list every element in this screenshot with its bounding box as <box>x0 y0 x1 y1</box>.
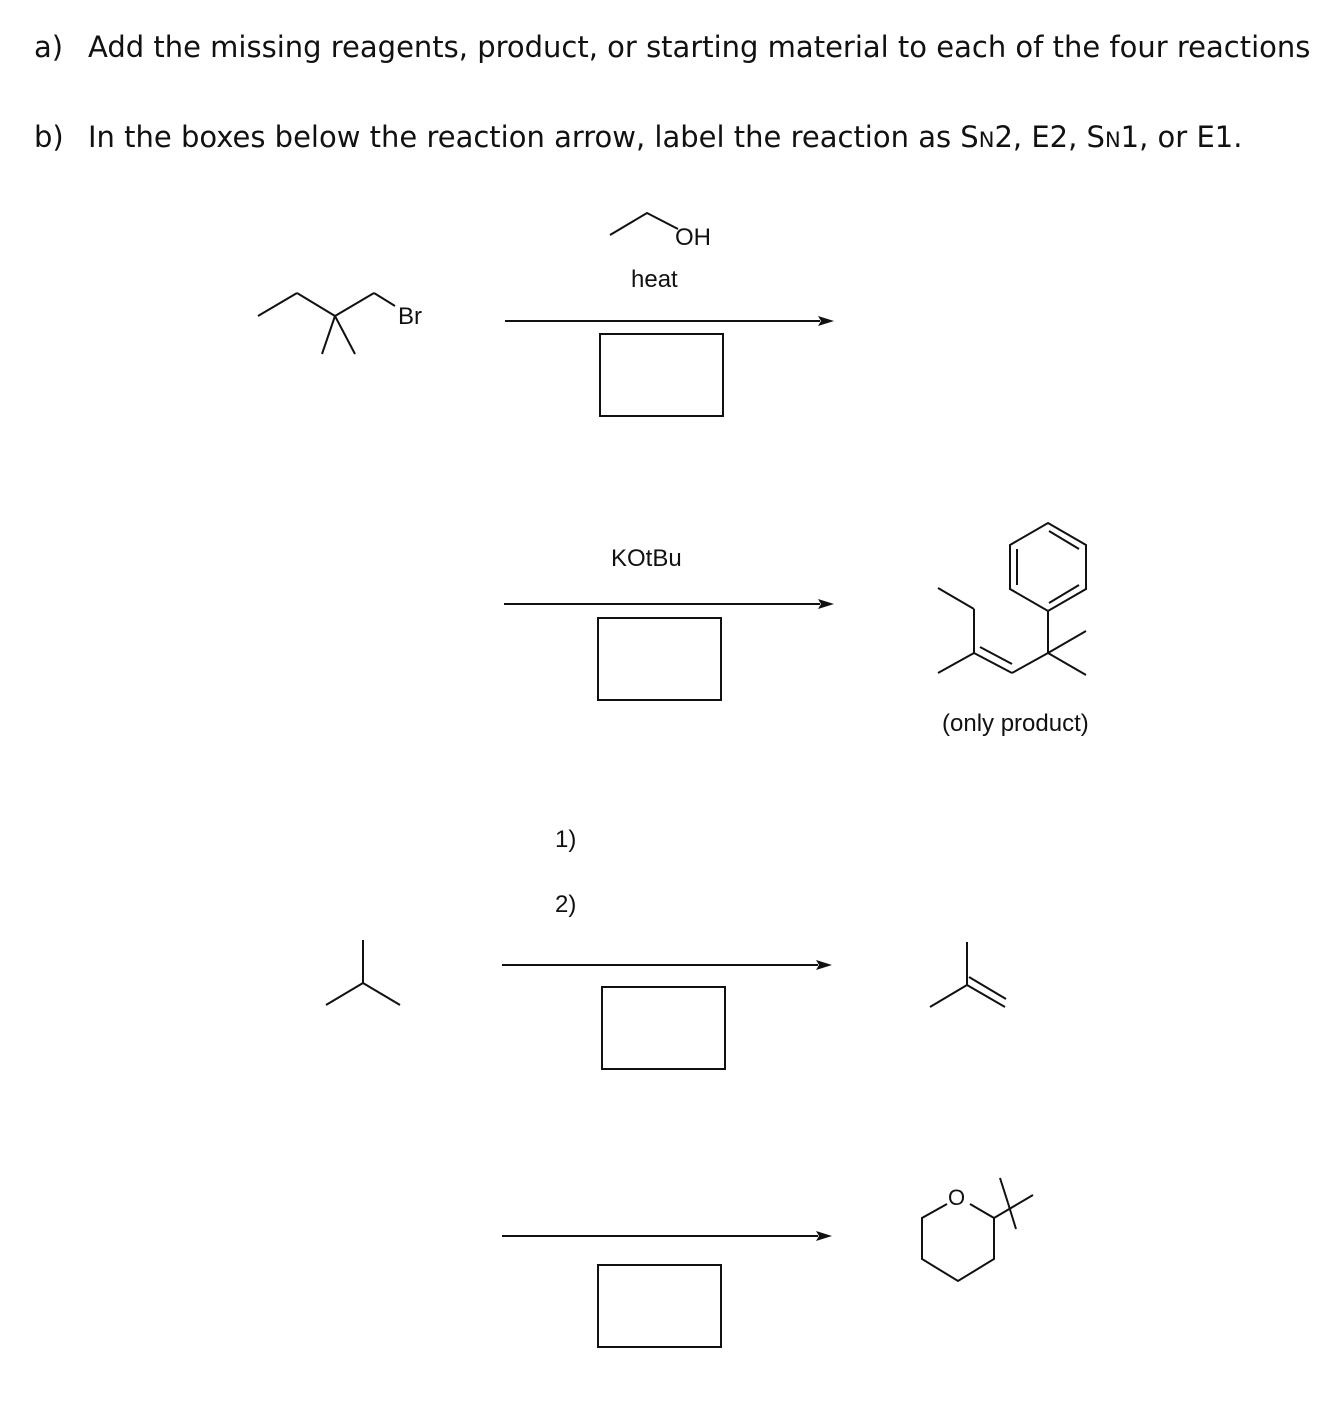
reaction-3-answer-box[interactable] <box>602 987 725 1069</box>
phenyl-alkene-molecule <box>938 523 1086 675</box>
reaction-1-answer-box[interactable] <box>600 334 723 416</box>
reaction-1 <box>258 213 834 416</box>
instruction-a-text: Add the missing reagents, product, or starting material to each of the four reactions <box>88 30 1311 64</box>
alkyl-bromide-molecule <box>258 293 395 354</box>
instruction-b-text-1: In the boxes below the reaction arrow, label the reaction as S <box>88 120 979 154</box>
bromine-label: Br <box>398 303 422 330</box>
ether-oxygen-label: O <box>948 1185 966 1210</box>
reaction-2-reagent-kotbu: KOtBu <box>611 545 682 572</box>
reaction-2 <box>504 523 1086 700</box>
instruction-b-text-2: 2, E2, S <box>994 120 1105 154</box>
isobutylene-molecule <box>930 942 1006 1007</box>
reaction-1-reagent-heat: heat <box>631 266 678 293</box>
reaction-4-answer-box[interactable] <box>598 1265 721 1347</box>
instruction-a-letter: a) <box>34 30 64 64</box>
reaction-2-answer-box[interactable] <box>598 618 721 700</box>
tetrahydropyran-ether-molecule <box>922 1178 1033 1281</box>
instruction-b-sub-1: N <box>978 128 995 152</box>
reaction-3-step-1: 1) <box>555 826 577 853</box>
only-product-note: (only product) <box>942 710 1089 737</box>
isobutane-molecule <box>326 940 400 1005</box>
ethanol-oh-label: OH <box>675 224 711 251</box>
ethanol-molecule <box>610 213 678 235</box>
instruction-b-sub-2: N <box>1104 128 1121 152</box>
instruction-b-letter: b) <box>34 120 64 154</box>
instruction-b-text-3: 1, or E1. <box>1120 120 1243 154</box>
reaction-3 <box>326 940 1006 1069</box>
reaction-3-step-2: 2) <box>555 891 577 918</box>
